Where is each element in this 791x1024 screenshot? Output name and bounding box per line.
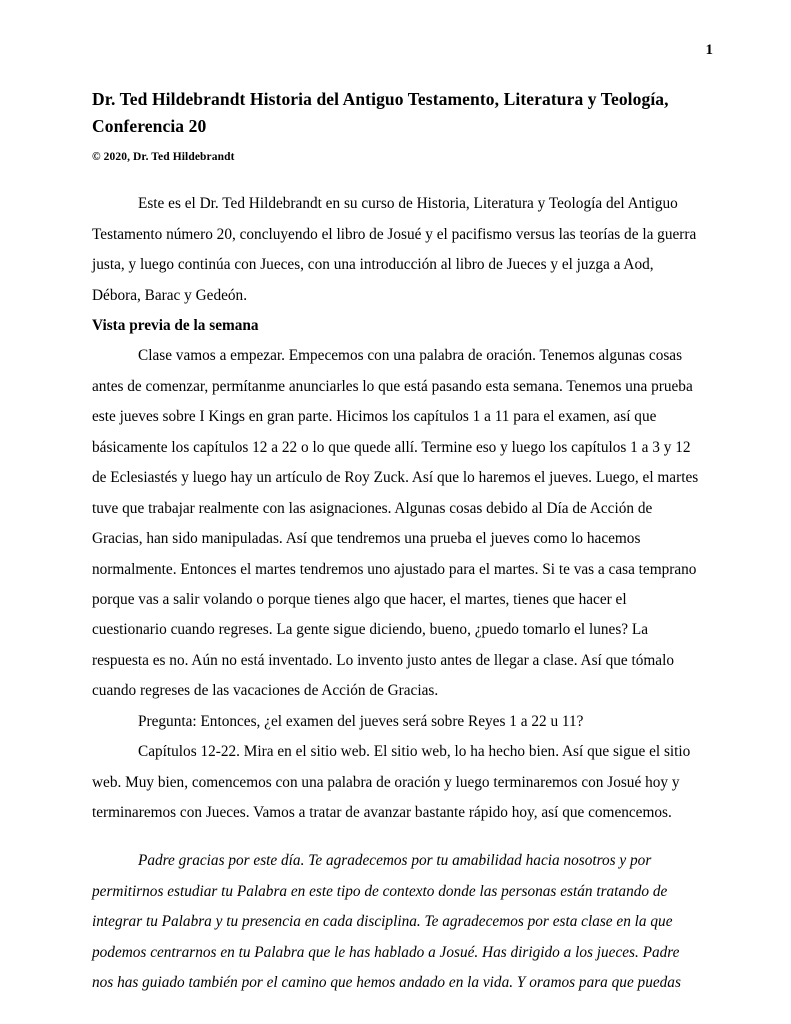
paragraph-text: Padre gracias por este día. Te agradecemos por tu amabilidad hacia nosotros y por permitirnos estudiar tu Palabra en este tipo de contexto donde las personas están tratando de integrar tu Palabra y tu presencia en cada disciplina. Te agradecemos por esta clase en la que podemos centrarnos en tu Palabra que le has hablado a Josué. Has dirigido a los jueces. Padre nos has guiado también por el camino que hemos andado en la vida. Y oramos para que puedas	[92, 852, 681, 992]
paragraph-text: Pregunta: Entonces, ¿el examen del jueves será sobre Reyes 1 a 22 u 11?	[138, 712, 584, 730]
paragraph-text: Clase vamos a empezar. Empecemos con una palabra de oración. Tenemos algunas cosas antes de comenzar, permítanme anunciarles lo que está pasando esta semana. Tenemos una prueba este jueves sobre I Kings en gran parte. Hicimos los capítulos 1 a 11 para el examen, así que básicamente los capítulos 12 a 22 o lo que quede allí. Termine eso y luego los capítulos 1 a 3 y 12 de Eclesiastés y luego hay un artículo de Roy Zuck. Así que lo haremos el jueves. Luego, el martes tuve que trabajar realmente con las asignaciones. Algunas cosas debido al Día de Acción de Gracias, han sido manipuladas. Así que tendremos una prueba el jueves como lo hacemos normalmente. Entonces el martes tendremos uno ajustado para el martes. Si te vas a casa temprano porque vas a salir volando o porque tienes algo que hacer, el martes, tienes que hacer el cuestionario cuando regreses. La gente sigue diciendo, bueno, ¿puedo tomarlo el lunes? La respuesta es no. Aún no está inventado. Lo invento justo antes de llegar a clase. Así que tómalo cuando regreses de las vacaciones de Acción de Gracias.	[92, 347, 699, 700]
intro-paragraph	[92, 189, 699, 311]
paragraph-text: Capítulos 12-22. Mira en el sitio web. El sitio web, lo ha hecho bien. Así que sigue el sitio web. Muy bien, comencemos con una palabra de oración y luego terminaremos con Josué hoy y terminaremos con Jueces. Vamos a tratar de avanzar bastante rápido hoy, así que comencemos.	[92, 743, 691, 821]
page-number: 1	[705, 42, 713, 58]
class-announcements-paragraph	[92, 341, 699, 706]
answer-paragraph	[92, 737, 699, 828]
section-heading-week-preview: Vista previa de la semana	[92, 317, 259, 334]
document-content	[92, 86, 699, 999]
paragraph-text: Este es el Dr. Ted Hildebrandt en su curso de Historia, Literatura y Teología del Antiguo Testamento número 20, concluyendo el libro de Josué y el pacifismo versus las teorías de la guerra justa, y luego continúa con Jueces, con una introducción al libro de Jueces y el juzga a Aod, Débora, Barac y Gedeón.	[92, 195, 697, 304]
page-title: Dr. Ted Hildebrandt Historia del Antiguo Testamento, Literatura y Teología, Conferencia 20	[92, 89, 669, 137]
question-paragraph	[92, 707, 699, 737]
copyright-notice: © 2020, Dr. Ted Hildebrandt	[92, 151, 235, 164]
prayer-paragraph	[92, 846, 699, 998]
